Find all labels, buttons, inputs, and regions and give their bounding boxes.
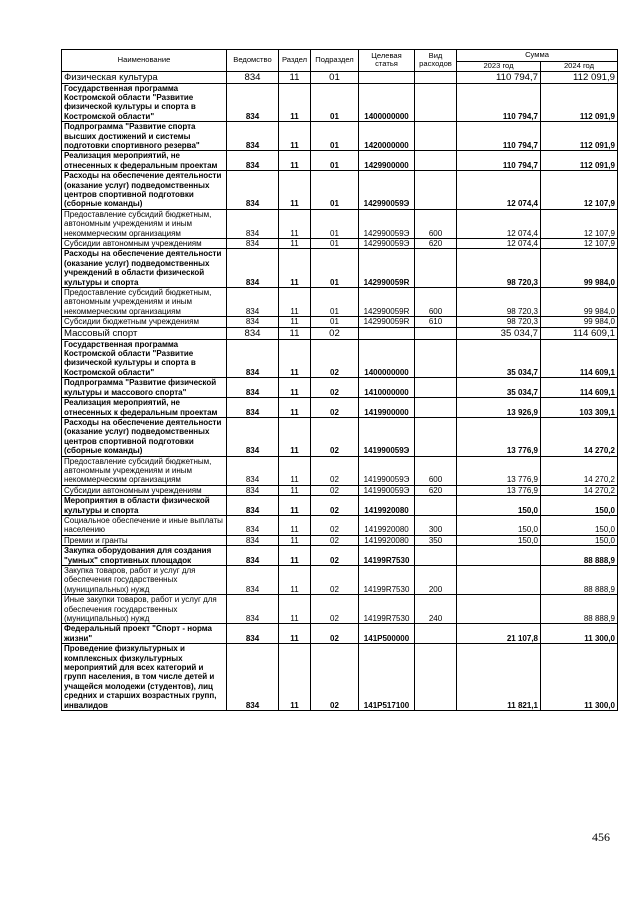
table-row: [62, 209, 618, 238]
cell-name: Федеральный проект "Спорт - норма жизни": [62, 624, 227, 644]
cell-cel: 141990059Э: [359, 485, 415, 495]
cell-pod: 02: [311, 456, 359, 485]
cell-ved: 834: [227, 417, 279, 456]
cell-cel: 1400000000: [359, 83, 415, 122]
cell-cel: 142990059Э: [359, 209, 415, 238]
cell-pod: 02: [311, 624, 359, 644]
cell-name: Иные закупки товаров, работ и услуг для обеспечения государственных (муниципальных) нужд: [62, 595, 227, 624]
cell-ved: 834: [227, 171, 279, 210]
cell-name: Субсидии бюджетным учреждениям: [62, 317, 227, 327]
cell-ved: 834: [227, 239, 279, 249]
cell-name: Субсидии автономным учреждениям: [62, 239, 227, 249]
cell-vid: [415, 378, 457, 398]
cell-cel: 1419920080: [359, 496, 415, 516]
cell-ved: 834: [227, 249, 279, 288]
cell-cel: 142990059Э: [359, 171, 415, 210]
cell-cel: 1419900000: [359, 398, 415, 418]
cell-s2024: 112 091,9: [541, 122, 618, 151]
cell-vid: 350: [415, 535, 457, 545]
cell-s2024: 12 107,9: [541, 209, 618, 238]
cell-pod: 02: [311, 378, 359, 398]
cell-cel: [359, 327, 415, 339]
table-row: [62, 496, 618, 516]
cell-vid: 610: [415, 317, 457, 327]
cell-s2023: 12 074,4: [457, 239, 541, 249]
cell-pod: 01: [311, 71, 359, 83]
table-row: [62, 398, 618, 418]
cell-raz: 11: [279, 378, 311, 398]
cell-name: Предоставление субсидий бюджетным, автономным учреждениям и иным некоммерческим организациям: [62, 209, 227, 238]
cell-vid: 240: [415, 595, 457, 624]
cell-cel: 141990059Э: [359, 456, 415, 485]
cell-pod: 01: [311, 239, 359, 249]
cell-raz: 11: [279, 171, 311, 210]
table-row: [62, 71, 618, 83]
cell-raz: 11: [279, 456, 311, 485]
cell-raz: 11: [279, 71, 311, 83]
cell-vid: [415, 71, 457, 83]
cell-s2023: 35 034,7: [457, 339, 541, 378]
table-row: [62, 485, 618, 495]
cell-s2024: 114 609,1: [541, 378, 618, 398]
table-row: [62, 456, 618, 485]
cell-s2024: 103 309,1: [541, 398, 618, 418]
table-row: [62, 378, 618, 398]
cell-ved: 834: [227, 515, 279, 535]
cell-pod: 02: [311, 566, 359, 595]
cell-raz: 11: [279, 515, 311, 535]
cell-vid: [415, 398, 457, 418]
cell-raz: 11: [279, 535, 311, 545]
cell-s2023: 12 074,4: [457, 209, 541, 238]
table-row: [62, 644, 618, 711]
cell-name: Субсидии автономным учреждениям: [62, 485, 227, 495]
cell-s2023: 110 794,7: [457, 71, 541, 83]
cell-raz: 11: [279, 496, 311, 516]
cell-raz: 11: [279, 249, 311, 288]
cell-s2023: 35 034,7: [457, 327, 541, 339]
cell-name: Реализация мероприятий, не отнесенных к федеральным проектам: [62, 151, 227, 171]
cell-ved: 834: [227, 151, 279, 171]
cell-raz: 11: [279, 239, 311, 249]
cell-ved: 834: [227, 644, 279, 711]
cell-cel: [359, 71, 415, 83]
cell-vid: [415, 339, 457, 378]
cell-raz: 11: [279, 151, 311, 171]
cell-s2023: [457, 595, 541, 624]
cell-name: Социальное обеспечение и иные выплаты населению: [62, 515, 227, 535]
cell-cel: 142990059R: [359, 288, 415, 317]
cell-pod: 01: [311, 83, 359, 122]
cell-vid: [415, 496, 457, 516]
header-podrazdel: Подраздел: [311, 50, 359, 72]
cell-cel: 141990059Э: [359, 417, 415, 456]
cell-s2024: 11 300,0: [541, 624, 618, 644]
cell-s2023: 110 794,7: [457, 151, 541, 171]
cell-vid: 200: [415, 566, 457, 595]
cell-s2024: 114 609,1: [541, 339, 618, 378]
cell-pod: 01: [311, 249, 359, 288]
cell-pod: 02: [311, 535, 359, 545]
cell-name: Подпрограмма "Развитие физической культуры и массового спорта": [62, 378, 227, 398]
table-row: [62, 339, 618, 378]
cell-vid: [415, 327, 457, 339]
cell-raz: 11: [279, 398, 311, 418]
cell-ved: 834: [227, 595, 279, 624]
cell-s2024: 150,0: [541, 535, 618, 545]
cell-name: Физическая культура: [62, 71, 227, 83]
cell-s2023: 98 720,3: [457, 317, 541, 327]
cell-vid: [415, 417, 457, 456]
cell-raz: 11: [279, 317, 311, 327]
cell-raz: 11: [279, 624, 311, 644]
table-row: [62, 122, 618, 151]
cell-s2023: 150,0: [457, 535, 541, 545]
cell-s2023: 98 720,3: [457, 288, 541, 317]
cell-pod: 02: [311, 595, 359, 624]
cell-s2023: 11 821,1: [457, 644, 541, 711]
cell-s2023: 98 720,3: [457, 249, 541, 288]
cell-s2024: 14 270,2: [541, 417, 618, 456]
cell-s2023: 12 074,4: [457, 171, 541, 210]
cell-name: Предоставление субсидий бюджетным, автономным учреждениям и иным некоммерческим организациям: [62, 456, 227, 485]
cell-s2024: 88 888,9: [541, 595, 618, 624]
cell-s2023: 13 776,9: [457, 485, 541, 495]
cell-s2024: 88 888,9: [541, 546, 618, 566]
cell-ved: 834: [227, 122, 279, 151]
table-header: [62, 50, 618, 72]
cell-s2023: [457, 566, 541, 595]
cell-raz: 11: [279, 566, 311, 595]
cell-raz: 11: [279, 122, 311, 151]
cell-cel: 14199R7530: [359, 595, 415, 624]
cell-pod: 01: [311, 288, 359, 317]
cell-s2023: 150,0: [457, 496, 541, 516]
cell-ved: 834: [227, 209, 279, 238]
page-number: 456: [592, 830, 610, 844]
table-row: [62, 566, 618, 595]
cell-raz: 11: [279, 644, 311, 711]
cell-cel: 14199R7530: [359, 566, 415, 595]
cell-ved: 834: [227, 71, 279, 83]
cell-s2023: 35 034,7: [457, 378, 541, 398]
cell-name: Массовый спорт: [62, 327, 227, 339]
cell-pod: 01: [311, 122, 359, 151]
cell-s2023: 13 926,9: [457, 398, 541, 418]
table-row: [62, 595, 618, 624]
cell-ved: 834: [227, 456, 279, 485]
cell-s2023: 21 107,8: [457, 624, 541, 644]
cell-vid: [415, 624, 457, 644]
cell-s2024: 99 984,0: [541, 249, 618, 288]
cell-vid: [415, 122, 457, 151]
cell-cel: 1419920080: [359, 535, 415, 545]
cell-raz: 11: [279, 417, 311, 456]
cell-vid: [415, 546, 457, 566]
cell-vid: 620: [415, 485, 457, 495]
cell-ved: 834: [227, 566, 279, 595]
cell-pod: 02: [311, 515, 359, 535]
cell-s2024: 150,0: [541, 496, 618, 516]
cell-raz: 11: [279, 485, 311, 495]
cell-s2024: 88 888,9: [541, 566, 618, 595]
cell-pod: 02: [311, 546, 359, 566]
cell-vid: 620: [415, 239, 457, 249]
cell-s2024: 99 984,0: [541, 288, 618, 317]
cell-pod: 01: [311, 317, 359, 327]
table-row: [62, 546, 618, 566]
cell-name: Расходы на обеспечение деятельности (оказание услуг) подведомственных центров спортивной подготовки (сборные команды): [62, 417, 227, 456]
cell-s2024: 11 300,0: [541, 644, 618, 711]
cell-ved: 834: [227, 339, 279, 378]
cell-pod: 01: [311, 209, 359, 238]
cell-cel: 1429900000: [359, 151, 415, 171]
table-row: [62, 317, 618, 327]
cell-vid: [415, 171, 457, 210]
cell-ved: 834: [227, 535, 279, 545]
cell-pod: 02: [311, 398, 359, 418]
cell-s2024: 150,0: [541, 515, 618, 535]
cell-s2023: 110 794,7: [457, 122, 541, 151]
cell-vid: [415, 83, 457, 122]
header-target-article: Целевая статья: [359, 50, 415, 72]
table-row: [62, 288, 618, 317]
cell-cel: 1419920080: [359, 515, 415, 535]
cell-pod: 02: [311, 417, 359, 456]
cell-raz: 11: [279, 595, 311, 624]
cell-vid: [415, 644, 457, 711]
table-row: [62, 151, 618, 171]
cell-raz: 11: [279, 546, 311, 566]
header-year-2023: 2023 год: [457, 62, 541, 72]
cell-ved: 834: [227, 327, 279, 339]
cell-pod: 02: [311, 644, 359, 711]
cell-s2024: 12 107,9: [541, 239, 618, 249]
cell-s2024: 12 107,9: [541, 171, 618, 210]
header-year-2024: 2024 год: [541, 62, 618, 72]
header-vedomstvo: Ведомство: [227, 50, 279, 72]
cell-vid: 300: [415, 515, 457, 535]
cell-cel: 14199R7530: [359, 546, 415, 566]
cell-cel: 142990059Э: [359, 239, 415, 249]
cell-ved: 834: [227, 624, 279, 644]
cell-ved: 834: [227, 485, 279, 495]
table-row: [62, 171, 618, 210]
cell-raz: 11: [279, 288, 311, 317]
table-row: [62, 327, 618, 339]
cell-s2024: 99 984,0: [541, 317, 618, 327]
cell-raz: 11: [279, 339, 311, 378]
table-row: [62, 515, 618, 535]
cell-ved: 834: [227, 398, 279, 418]
table-row: [62, 249, 618, 288]
header-sum: Сумма: [457, 50, 618, 62]
cell-cel: 1420000000: [359, 122, 415, 151]
cell-s2023: [457, 546, 541, 566]
cell-ved: 834: [227, 378, 279, 398]
cell-name: Реализация мероприятий, не отнесенных к федеральным проектам: [62, 398, 227, 418]
cell-name: Закупка оборудования для создания "умных" спортивных площадок: [62, 546, 227, 566]
cell-name: Мероприятия в области физической культуры и спорта: [62, 496, 227, 516]
cell-name: Предоставление субсидий бюджетным, автономным учреждениям и иным некоммерческим организациям: [62, 288, 227, 317]
cell-vid: 600: [415, 209, 457, 238]
cell-pod: 02: [311, 485, 359, 495]
cell-s2024: 112 091,9: [541, 83, 618, 122]
cell-pod: 01: [311, 171, 359, 210]
cell-raz: 11: [279, 83, 311, 122]
table-row: [62, 83, 618, 122]
budget-table: [61, 49, 618, 711]
cell-name: Подпрограмма "Развитие спорта высших достижений и системы подготовки спортивного резерва": [62, 122, 227, 151]
cell-name: Проведение физкультурных и комплексных физкультурных мероприятий для всех категорий и групп населения, в том числе детей и учащейся молодежи (студентов), лиц средних и старших возрастных групп, инвалидов: [62, 644, 227, 711]
cell-ved: 834: [227, 288, 279, 317]
cell-vid: 600: [415, 456, 457, 485]
cell-raz: 11: [279, 327, 311, 339]
cell-name: Премии и гранты: [62, 535, 227, 545]
cell-s2024: 112 091,9: [541, 151, 618, 171]
cell-vid: [415, 151, 457, 171]
cell-vid: 600: [415, 288, 457, 317]
cell-s2023: 13 776,9: [457, 417, 541, 456]
cell-cel: 142990059R: [359, 249, 415, 288]
table-row: [62, 535, 618, 545]
cell-cel: 141P500000: [359, 624, 415, 644]
cell-ved: 834: [227, 496, 279, 516]
table-row: [62, 239, 618, 249]
table-row: [62, 624, 618, 644]
cell-s2023: 110 794,7: [457, 83, 541, 122]
table-row: [62, 417, 618, 456]
cell-cel: 1410000000: [359, 378, 415, 398]
cell-name: Расходы на обеспечение деятельности (оказание услуг) подведомственных центров спортивной подготовки (сборные команды): [62, 171, 227, 210]
cell-cel: 142990059R: [359, 317, 415, 327]
cell-pod: 02: [311, 339, 359, 378]
cell-ved: 834: [227, 546, 279, 566]
header-name: Наименование: [62, 50, 227, 72]
cell-s2023: 13 776,9: [457, 456, 541, 485]
cell-name: Закупка товаров, работ и услуг для обеспечения государственных (муниципальных) нужд: [62, 566, 227, 595]
cell-s2024: 14 270,2: [541, 456, 618, 485]
cell-pod: 02: [311, 327, 359, 339]
cell-ved: 834: [227, 317, 279, 327]
table-body: [62, 71, 618, 711]
cell-pod: 02: [311, 496, 359, 516]
cell-name: Расходы на обеспечение деятельности (оказание услуг) подведомственных учреждений в области физической культуры и спорта: [62, 249, 227, 288]
cell-pod: 01: [311, 151, 359, 171]
cell-ved: 834: [227, 83, 279, 122]
cell-s2024: 14 270,2: [541, 485, 618, 495]
cell-s2024: 114 609,1: [541, 327, 618, 339]
header-expense-type: Вид расходов: [415, 50, 457, 72]
cell-raz: 11: [279, 209, 311, 238]
cell-vid: [415, 249, 457, 288]
cell-name: Государственная программа Костромской области "Развитие физической культуры и спорта в Костромской области": [62, 339, 227, 378]
cell-cel: 141P517100: [359, 644, 415, 711]
cell-s2024: 112 091,9: [541, 71, 618, 83]
header-razdel: Раздел: [279, 50, 311, 72]
cell-name: Государственная программа Костромской области "Развитие физической культуры и спорта в Костромской области": [62, 83, 227, 122]
cell-cel: 1400000000: [359, 339, 415, 378]
cell-s2023: 150,0: [457, 515, 541, 535]
